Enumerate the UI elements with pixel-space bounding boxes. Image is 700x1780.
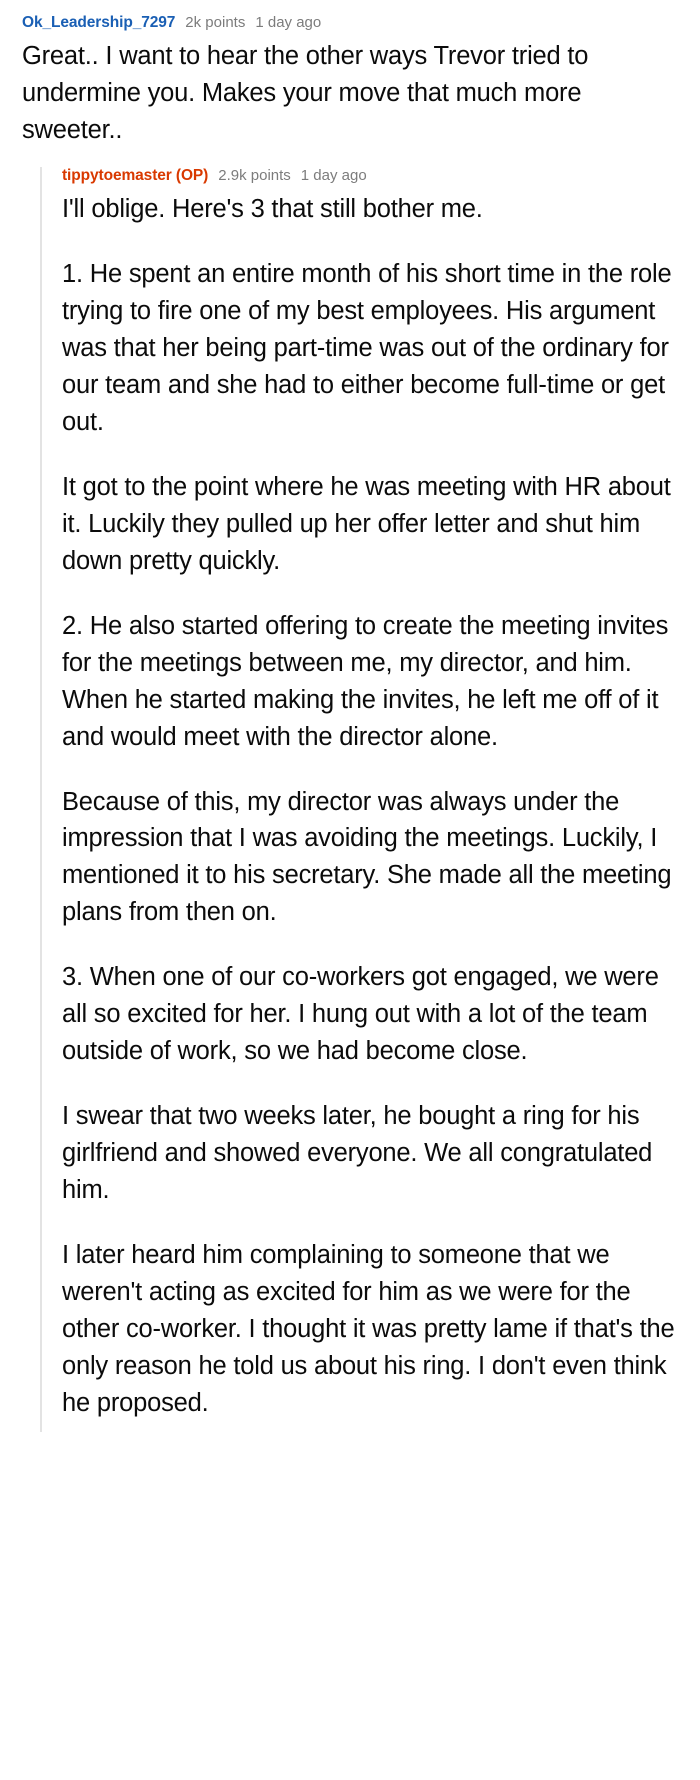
comment-paragraph: Because of this, my director was always under the impression that I was avoiding the meetings. Luckily, I mentioned it to his secretary. She made all the meeting plans from then on. bbox=[62, 787, 672, 927]
comment-paragraph: I'll oblige. Here's 3 that still bother me. bbox=[62, 194, 483, 223]
comment-paragraph: Great.. I want to hear the other ways Trevor tried to undermine you. Makes your move that much more sweeter.. bbox=[22, 42, 589, 144]
comment-meta bbox=[62, 167, 682, 185]
comment-body bbox=[62, 191, 682, 1422]
comment-points: 2k points bbox=[185, 14, 246, 31]
comment-timestamp: 1 day ago bbox=[255, 14, 322, 31]
comment-paragraph: It got to the point where he was meeting with HR about it. Luckily they pulled up her offer letter and shut him down pretty quickly. bbox=[62, 472, 671, 575]
comment-author-link[interactable]: Ok_Leadership_7297 bbox=[22, 14, 176, 31]
comment-reply bbox=[40, 167, 682, 1432]
comment-top-level bbox=[22, 14, 682, 149]
comment-body bbox=[22, 38, 682, 149]
comment-paragraph: I swear that two weeks later, he bought a ring for his girlfriend and showed everyone. We all congratulated him. bbox=[62, 1102, 653, 1205]
comment-points: 2.9k points bbox=[218, 166, 291, 184]
comment-paragraph: 3. When one of our co-workers got engaged, we were all so excited for her. I hung out with a lot of the team outside of work, so we had become close. bbox=[62, 963, 659, 1066]
comment-timestamp: 1 day ago bbox=[300, 166, 367, 184]
comment-paragraph: 1. He spent an entire month of his short time in the role trying to fire one of my best employees. His argument was that her being part-time was out of the ordinary for our team and she had to either become full-time or get out. bbox=[62, 259, 672, 436]
comment-author-link[interactable]: tippytoemaster (OP) bbox=[62, 166, 209, 184]
comment-paragraph: 2. He also started offering to create the meeting invites for the meetings between me, my director, and him. When he started making the invites, he left me off of it and would meet with the director alone. bbox=[62, 611, 669, 751]
comment-meta bbox=[22, 14, 682, 32]
comment-paragraph: I later heard him complaining to someone that we weren't acting as excited for him as we were for the other co-worker. I thought it was pretty lame if that's the only reason he told us about his ring. I don't even think he proposed. bbox=[62, 1241, 675, 1418]
